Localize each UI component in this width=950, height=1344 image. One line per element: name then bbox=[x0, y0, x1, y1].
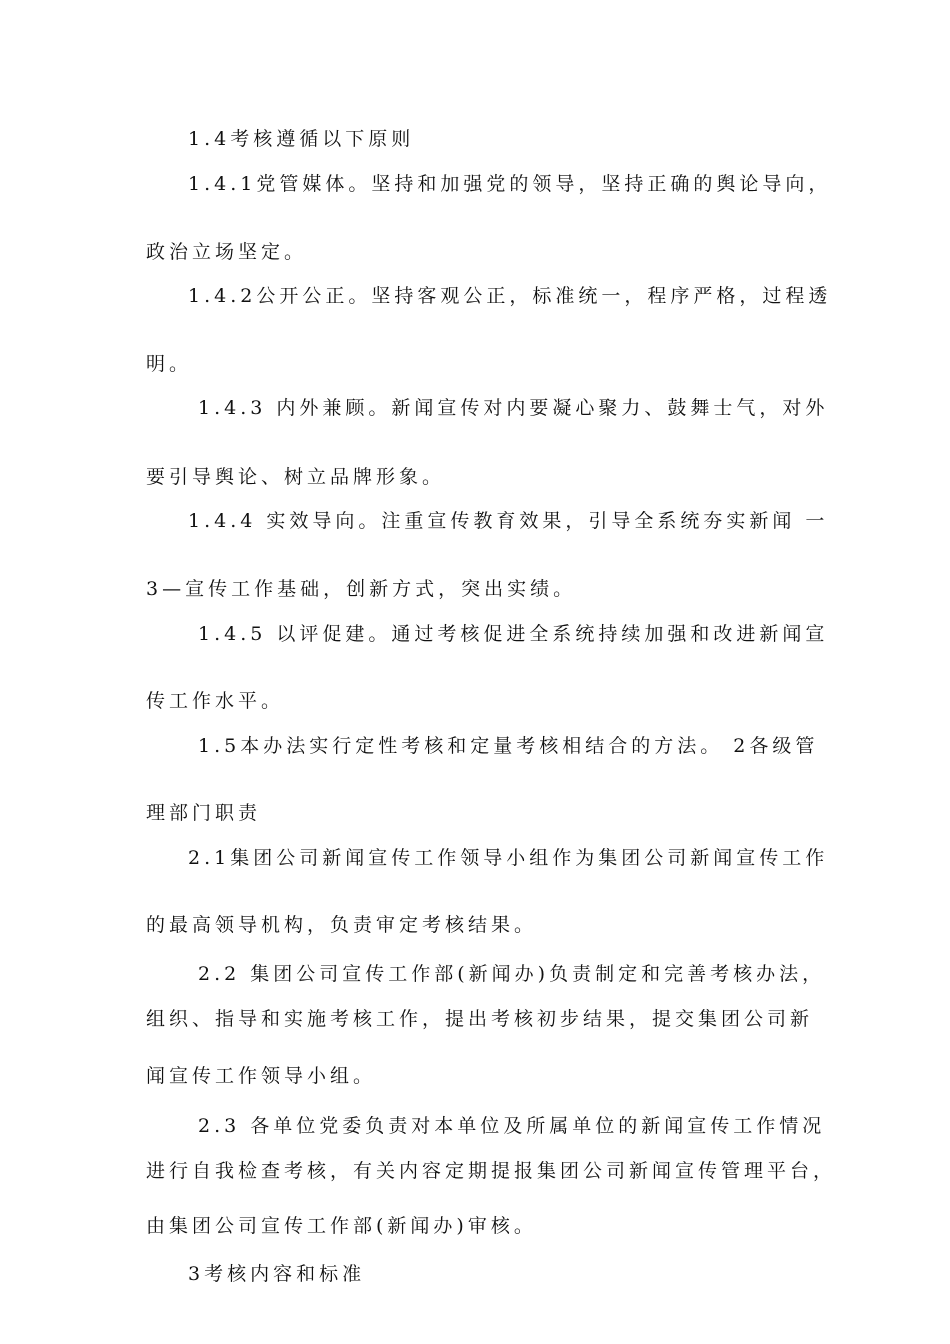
paragraph-line: 1.4.3 内外兼顾。新闻宣传对内要凝心聚力、鼓舞士气，对外 bbox=[198, 397, 829, 419]
paragraph-line: 要引导舆论、树立品牌形象。 bbox=[146, 466, 446, 488]
heading-2: 理部门职责 bbox=[146, 802, 262, 824]
paragraph-line: 3—宣传工作基础，创新方式，突出实绩。 bbox=[146, 578, 577, 600]
paragraph-line: 1.5本办法实行定性考核和定量考核相结合的方法。 2各级管 bbox=[198, 735, 819, 757]
paragraph-line: 1.4.5 以评促建。通过考核促进全系统持续加强和改进新闻宣 bbox=[198, 623, 829, 645]
paragraph-line: 2.3 各单位党委负责对本单位及所属单位的新闻宣传工作情况 bbox=[198, 1115, 826, 1137]
paragraph-line: 1.4.1党管媒体。坚持和加强党的领导，坚持正确的舆论导向， bbox=[188, 173, 832, 195]
heading-3: 3考核内容和标准 bbox=[188, 1263, 366, 1285]
paragraph-line: 1.4.4 实效导向。注重宣传教育效果，引导全系统夯实新闻 一 bbox=[188, 510, 829, 532]
heading-1-4: 1.4考核遵循以下原则 bbox=[188, 128, 415, 150]
paragraph-line: 明。 bbox=[146, 353, 193, 375]
paragraph-line: 闻宣传工作领导小组。 bbox=[146, 1065, 377, 1087]
paragraph-line: 进行自我检查考核，有关内容定期提报集团公司新闻宣传管理平台， bbox=[146, 1160, 837, 1182]
paragraph-line: 的最高领导机构，负责审定考核结果。 bbox=[146, 914, 538, 936]
paragraph-line: 1.4.2公开公正。坚持客观公正，标准统一，程序严格，过程透 bbox=[188, 285, 832, 307]
paragraph-line: 2.1集团公司新闻宣传工作领导小组作为集团公司新闻宣传工作 bbox=[188, 847, 829, 869]
paragraph-line: 2.2 集团公司宣传工作部(新闻办)负责制定和完善考核办法， bbox=[198, 963, 826, 985]
paragraph-line: 组织、指导和实施考核工作，提出考核初步结果，提交集团公司新 bbox=[146, 1008, 814, 1030]
paragraph-line: 传工作水平。 bbox=[146, 690, 285, 712]
paragraph-line: 由集团公司宣传工作部(新闻办)审核。 bbox=[146, 1215, 537, 1237]
paragraph-line: 政治立场坚定。 bbox=[146, 241, 308, 263]
